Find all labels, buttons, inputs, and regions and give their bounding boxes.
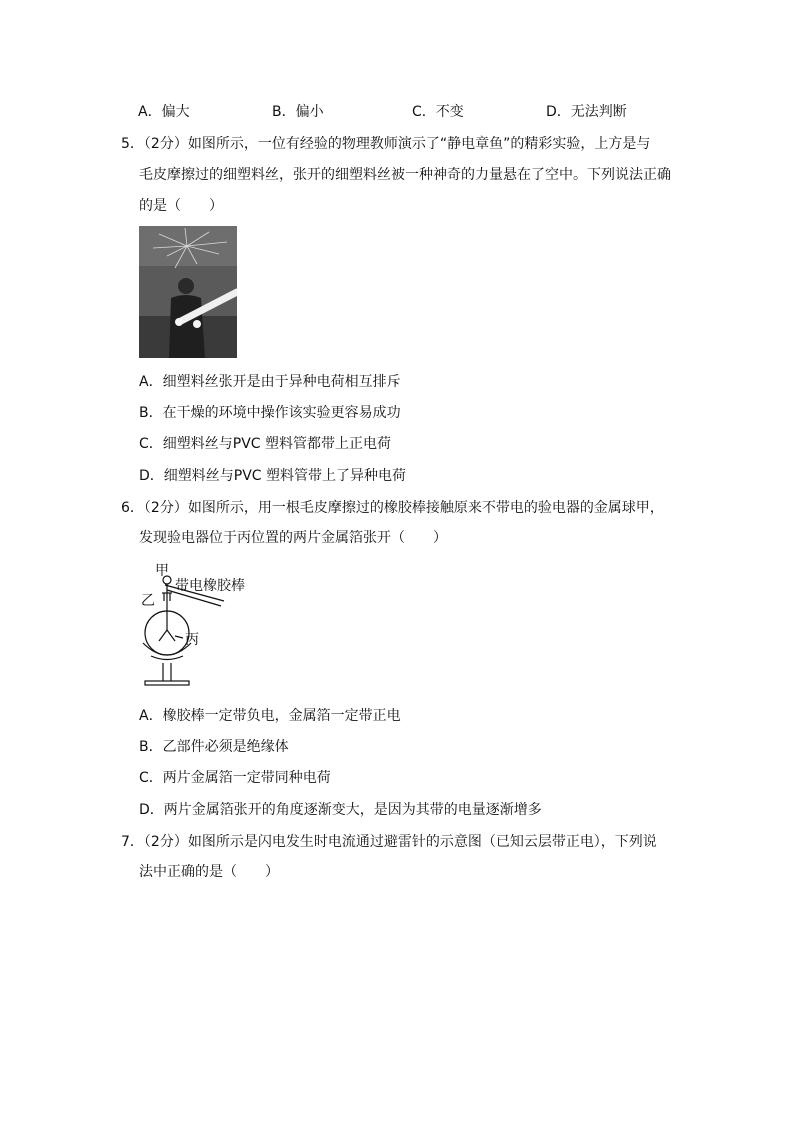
label-bing: 丙 — [185, 632, 199, 648]
q4-option-a: A．偏大 — [138, 104, 190, 120]
q6-option-d: D．两片金属箔张开的角度逐渐变大，是因为其带的电量逐渐增多 — [139, 802, 542, 818]
q5-stem-line-3: 的是（ ） — [139, 198, 223, 214]
q4-option-c: C．不变 — [412, 104, 464, 120]
q6-option-c: C．两片金属箔一定带同种电荷 — [139, 770, 331, 786]
q4-option-b: B．偏小 — [272, 104, 324, 120]
label-jia: 甲 — [155, 563, 169, 579]
q5-option-b: B．在干燥的环境中操作该实验更容易成功 — [139, 405, 401, 421]
static-octopus-photo — [139, 226, 237, 358]
q7-stem-line-2: 法中正确的是（ ） — [139, 864, 279, 880]
q4-option-d: D．无法判断 — [546, 104, 627, 120]
label-yi: 乙 — [141, 593, 155, 609]
q5-option-c: C．细塑料丝与PVC 塑料管都带上正电荷 — [139, 436, 392, 452]
q5-option-a: A．细塑料丝张开是由于异种电荷相互排斥 — [139, 374, 401, 390]
electroscope-diagram — [139, 563, 254, 688]
q6-stem-line-2: 发现验电器位于丙位置的两片金属箔张开（ ） — [139, 530, 447, 546]
q6-option-b: B．乙部件必须是绝缘体 — [139, 739, 289, 755]
q7-stem-line-1: 7．（2分）如图所示是闪电发生时电流通过避雷针的示意图（已知云层带正电），下列说 — [121, 834, 657, 850]
q6-option-a: A．橡胶棒一定带负电，金属箔一定带正电 — [139, 708, 401, 724]
q4-options-row — [0, 102, 794, 122]
q5-option-d: D．细塑料丝与PVC 塑料管带上了异种电荷 — [139, 468, 407, 484]
label-rod: 带电橡胶棒 — [175, 578, 245, 594]
q5-stem-line-2: 毛皮摩擦过的细塑料丝，张开的细塑料丝被一种神奇的力量悬在了空中。下列说法正确 — [139, 167, 671, 183]
q6-stem-line-1: 6．（2分）如图所示，用一根毛皮摩擦过的橡胶棒接触原来不带电的验电器的金属球甲， — [121, 500, 664, 516]
q5-stem-line-1: 5．（2分）如图所示，一位有经验的物理教师演示了“静电章鱼”的精彩实验，上方是与 — [121, 136, 651, 152]
